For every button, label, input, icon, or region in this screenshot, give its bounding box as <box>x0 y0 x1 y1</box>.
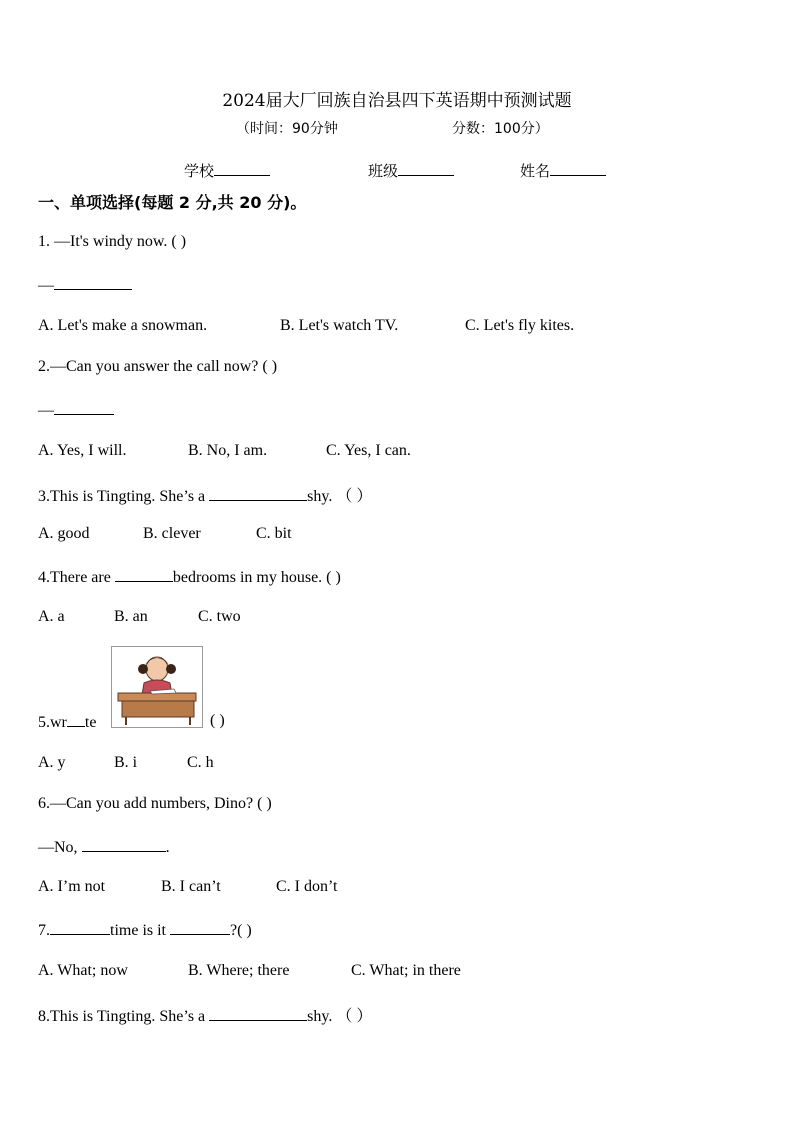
q6-option-b: B. I can’t <box>161 878 221 895</box>
answer-blank[interactable] <box>54 400 114 415</box>
q6-option-a: A. I’m not <box>38 878 106 895</box>
question-2: 2.—Can you answer the call now? ( ) <box>38 358 278 375</box>
name-label: 姓名 <box>520 162 551 180</box>
answer-blank-1[interactable] <box>50 920 110 935</box>
q3-option-a: A. good <box>38 525 90 542</box>
section-heading: 一、单项选择(每题 2 分,共 20 分)。 <box>38 193 307 212</box>
school-field <box>184 160 270 181</box>
question-4-pre: 4.There are <box>38 569 115 586</box>
question-7 <box>38 920 252 940</box>
q2-option-c: C. Yes, I can. <box>326 442 411 459</box>
question-8-post: shy. （ ） <box>307 1008 373 1025</box>
question-2-answer-line <box>38 400 114 420</box>
question-6-pre: —No, <box>38 839 82 856</box>
q2-option-b: B. No, I am. <box>188 442 268 459</box>
girl-writing-picture <box>111 646 203 728</box>
answer-blank[interactable] <box>115 567 173 582</box>
name-blank[interactable] <box>550 161 606 176</box>
class-blank[interactable] <box>398 161 454 176</box>
question-3 <box>38 483 372 506</box>
answer-blank[interactable] <box>67 712 85 727</box>
question-6: 6.—Can you add numbers, Dino? ( ) <box>38 795 272 812</box>
question-7-mid: time is it <box>110 922 170 939</box>
answer-blank[interactable] <box>82 837 166 852</box>
question-5 <box>38 712 96 732</box>
question-1-answer-line <box>38 275 132 295</box>
q3-option-b: B. clever <box>143 525 201 542</box>
page-title: 2024届大厂回族自治县四下英语期中预测试题 <box>222 91 572 111</box>
dash: — <box>38 402 54 419</box>
q6-option-c: C. I don’t <box>276 878 338 895</box>
q7-option-c: C. What; in there <box>351 962 461 979</box>
question-7-post: ?( ) <box>230 922 252 939</box>
answer-blank[interactable] <box>54 275 132 290</box>
dash: — <box>38 277 54 294</box>
question-6-post: . <box>165 839 170 856</box>
q4-option-c: C. two <box>198 608 241 625</box>
q5-option-a: A. y <box>38 754 66 771</box>
question-7-pre: 7. <box>38 922 50 939</box>
exam-score: 分数：100分） <box>452 121 549 137</box>
class-label: 班级 <box>368 162 399 180</box>
answer-blank-2[interactable] <box>170 920 230 935</box>
question-8-pre: 8.This is Tingting. She’s a <box>38 1008 210 1025</box>
q7-option-a: A. What; now <box>38 962 128 979</box>
answer-blank[interactable] <box>209 1006 307 1021</box>
question-5-post: te <box>84 714 97 731</box>
school-blank[interactable] <box>214 161 270 176</box>
question-1: 1. —It's windy now. ( ) <box>38 233 187 250</box>
q1-option-c: C. Let's fly kites. <box>465 317 575 334</box>
name-field <box>520 160 606 181</box>
answer-blank[interactable] <box>209 486 307 501</box>
exam-time: （时间：90分钟 <box>236 121 338 137</box>
q2-option-a: A. Yes, I will. <box>38 442 127 459</box>
question-8 <box>38 1003 372 1026</box>
q1-option-b: B. Let's watch TV. <box>280 317 399 334</box>
question-4 <box>38 567 341 587</box>
question-4-post: bedrooms in my house. ( ) <box>172 569 341 586</box>
question-3-post: shy. （ ） <box>307 488 373 505</box>
q5-option-b: B. i <box>114 754 138 771</box>
q3-option-c: C. bit <box>256 525 292 542</box>
class-field <box>368 160 454 181</box>
question-3-pre: 3.This is Tingting. She’s a <box>38 488 210 505</box>
school-label: 学校 <box>184 162 215 180</box>
question-6-answer-line <box>38 837 170 857</box>
q5-option-c: C. h <box>187 754 214 771</box>
q1-option-a: A. Let's make a snowman. <box>38 317 208 334</box>
q7-option-b: B. Where; there <box>188 962 290 979</box>
question-5-pre: 5.wr <box>38 714 67 731</box>
q4-option-b: B. an <box>114 608 148 625</box>
q4-option-a: A. a <box>38 608 65 625</box>
question-5-paren: ( ) <box>210 712 225 729</box>
